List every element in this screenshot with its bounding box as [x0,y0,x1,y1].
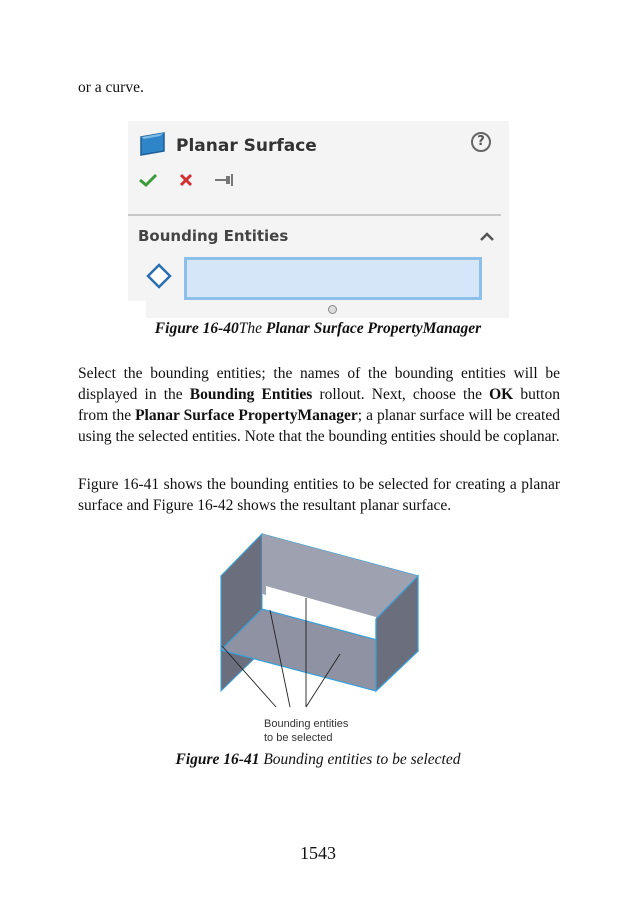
p1-bold-1: Bounding Entities [189,386,313,403]
resize-handle[interactable] [328,305,337,314]
question-mark-icon[interactable]: ? [471,132,491,152]
p1-text-1: Select the bounding entities; the names of the bounding entities will be displayed in the [78,365,560,403]
annotation-line-1: Bounding entities [264,718,349,730]
paragraph-select-entities [78,363,560,447]
figure-16-41-text: Bounding entities to be selected [259,751,461,768]
bounding-entities-selection-box[interactable] [184,257,482,300]
figure-16-40-number: Figure 16-40 [154,320,239,337]
p1-text-4: ; a planar surface will be created using the selected entities. Note that the bounding entities should be coplanar. [78,407,560,445]
p1-bold-2: OK [489,386,514,403]
selection-diamond-icon [146,263,172,293]
bounding-entities-figure [200,530,440,750]
caption-text: The [238,320,266,337]
p1-text-2: rollout. Next, choose the [312,386,490,403]
p1-bold-3: Planar Surface PropertyManager [135,407,358,424]
x-icon[interactable] [178,172,194,192]
planar-surface-property-manager [128,121,509,318]
page-number: 1543 [300,843,336,863]
panel-title: Planar Surface [176,136,317,156]
panel-divider [128,214,501,216]
panel-actions [138,172,236,192]
checkmark-icon[interactable] [138,172,158,192]
panel-header [138,131,317,161]
figure-16-41-caption [0,751,636,769]
figure-16-41-number: Figure 16-41 [175,751,260,768]
panel-edge [128,301,146,318]
figure-16-40-caption [0,320,636,338]
intro-fragment: or a curve. [78,79,144,96]
paragraph-figure-reference: Figure 16-41 shows the bounding entities to be selected for creating a planar surface and Figure 16-42 shows the resultant planar surface. [78,476,560,514]
planar-surface-icon [138,131,168,161]
chevron-up-icon[interactable] [479,227,495,246]
pushpin-icon[interactable] [214,172,236,192]
caption-bold-text: Planar Surface PropertyManager [265,320,482,337]
bounding-entities-section-label[interactable]: Bounding Entities [138,227,289,245]
p1-text-3: button from the [78,386,560,424]
annotation-line-2: to be selected [264,732,333,744]
